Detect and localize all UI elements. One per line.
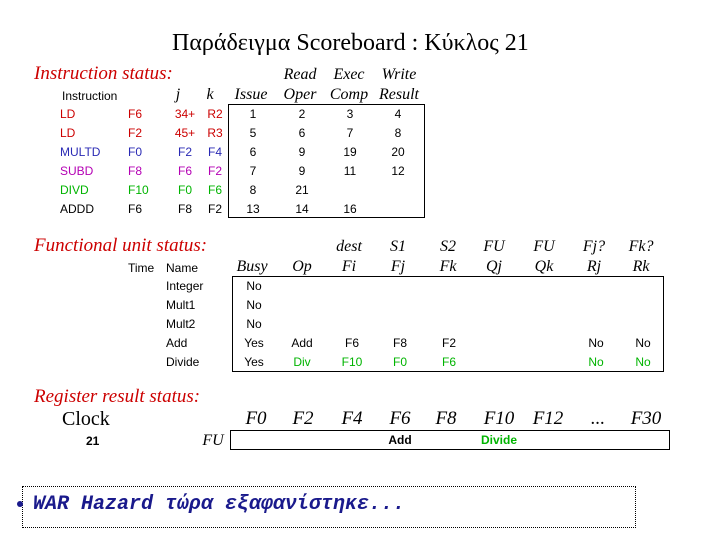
fu-fi-cell: F6 (344, 336, 359, 350)
instr-k-cell: F6 (207, 183, 222, 197)
register-header: F8 (435, 408, 457, 429)
fu-fk-cell (424, 296, 474, 315)
slide-title: Παράδειγμα Scoreboard : Κύκλος 21 (172, 30, 529, 56)
fu-rk-cell (620, 296, 666, 315)
fu-fj-cell: F0 (392, 355, 407, 369)
register-header: F2 (292, 408, 314, 429)
fu-op-cell: Add (291, 336, 313, 350)
instr-exec-cell (326, 181, 374, 200)
instr-op-cell: MULTD (60, 145, 101, 159)
fu-row (166, 334, 666, 353)
instr-read-cell: 21 (295, 183, 309, 197)
instr-read-cell: 6 (298, 126, 306, 140)
instr-k-cell: F2 (207, 164, 222, 178)
instruction-row (60, 124, 422, 143)
bullet-text: WAR Hazard τώρα εξαφανίστηκε... (33, 493, 406, 516)
instr-k-cell: F4 (207, 145, 222, 159)
instr-dst-cell: F8 (128, 164, 143, 178)
instr-j-cell: 34+ (174, 107, 196, 121)
instr-j-cell: F6 (177, 164, 192, 178)
instr-read-cell: 9 (298, 145, 306, 159)
instr-dst-cell: F10 (128, 183, 149, 197)
fu-busy-cell: No (246, 317, 262, 331)
instr-issue-cell: 6 (249, 145, 257, 159)
register-fu-value: Divide (480, 433, 517, 447)
clock-value: 21 (86, 434, 100, 448)
fu-qj-cell (474, 334, 522, 353)
fu-op-cell (276, 296, 328, 315)
rk-header: Rk (632, 258, 650, 275)
instr-issue-cell: 7 (249, 164, 257, 178)
fu-busy-cell: Yes (244, 336, 264, 350)
fu-rk-cell: No (635, 355, 651, 369)
fu-fk-cell (424, 315, 474, 334)
instr-k-cell: R2 (207, 107, 223, 121)
fu-fk-cell: F6 (441, 355, 456, 369)
issue-header: Issue (234, 86, 268, 103)
fu-row-label: FU (202, 432, 224, 449)
instr-exec-cell: 19 (343, 145, 357, 159)
fu-row (166, 277, 666, 296)
fu-qk-header-top: FU (533, 238, 555, 255)
fu-fj-cell (376, 315, 424, 334)
instr-exec-cell: 11 (343, 164, 357, 178)
clock-label: Clock (62, 408, 110, 430)
fu-fj-cell (376, 296, 424, 315)
fu-qj-cell (474, 277, 522, 296)
instr-write-cell (374, 200, 422, 219)
instruction-row (60, 105, 422, 124)
register-header: F4 (341, 408, 363, 429)
bullet-box (22, 486, 636, 528)
read-header-bot: Oper (283, 86, 317, 103)
instruction-row (60, 143, 422, 162)
instr-j-cell: F8 (177, 202, 192, 216)
instr-dst-cell: F0 (128, 145, 143, 159)
s1-header: S1 (390, 238, 406, 255)
exec-header-top: Exec (333, 66, 365, 83)
fu-fi-cell (328, 296, 376, 315)
fu-qj-header-top: FU (483, 238, 505, 255)
instr-op-cell: DIVD (60, 183, 89, 197)
fu-name-cell: Mult1 (166, 298, 196, 312)
instruction-row (60, 162, 422, 181)
instr-dst-cell: F6 (128, 202, 143, 216)
bullet-dot (17, 501, 23, 507)
op-header: Op (292, 258, 312, 275)
fu-rj-cell (572, 315, 620, 334)
instr-read-cell: 2 (298, 107, 306, 121)
fu-name-cell: Add (166, 336, 188, 350)
instr-exec-cell: 16 (343, 202, 357, 216)
instr-k-cell: R3 (207, 126, 223, 140)
fk-header: Fk (439, 258, 457, 275)
instr-write-cell (374, 181, 422, 200)
dest-header: dest (336, 238, 362, 255)
fu-name-cell: Divide (166, 355, 200, 369)
instr-read-cell: 14 (295, 202, 309, 216)
fu-qk-cell (522, 315, 572, 334)
fu-fj-cell: F8 (392, 336, 407, 350)
instr-issue-cell: 1 (249, 107, 257, 121)
j-header: j (175, 86, 181, 103)
fu-qj-cell (474, 296, 522, 315)
instr-op-cell: LD (60, 126, 76, 140)
instr-dst-cell: F2 (128, 126, 143, 140)
functional-unit-status-label: Functional unit status: (34, 235, 208, 256)
rj-header: Rj (586, 258, 602, 275)
instr-write-cell: 8 (394, 126, 402, 140)
fu-rk-cell (620, 315, 666, 334)
fu-busy-cell: Yes (244, 355, 264, 369)
fu-op-cell (276, 315, 328, 334)
instruction-row (60, 200, 422, 219)
exec-header-bot: Comp (329, 86, 369, 103)
instr-j-cell: F0 (177, 183, 192, 197)
fu-fk-cell (424, 277, 474, 296)
instr-op-cell: ADDD (60, 202, 95, 216)
qj-header: Qj (486, 258, 502, 275)
fu-qj-cell (474, 353, 522, 372)
s2-header: S2 (440, 238, 456, 255)
instr-dst-cell: F6 (128, 107, 143, 121)
write-header-top: Write (381, 66, 417, 83)
k-header: k (206, 86, 214, 103)
register-header: F12 (532, 408, 564, 429)
instruction-status-label: Instruction status: (34, 63, 173, 84)
register-header: F6 (389, 408, 411, 429)
name-header: Name (166, 261, 199, 275)
busy-header: Busy (236, 258, 268, 275)
fu-rj-cell: No (588, 355, 604, 369)
instr-op-cell: SUBD (60, 164, 94, 178)
instruction-status-table (60, 105, 422, 219)
register-header: F10 (483, 408, 515, 429)
fu-qk-cell (522, 334, 572, 353)
register-result-status-label: Register result status: (34, 386, 201, 407)
fu-rk-cell: No (635, 336, 651, 350)
fu-row (166, 296, 666, 315)
fj-header-top: Fj? (582, 238, 606, 255)
instr-write-cell: 20 (391, 145, 405, 159)
instr-j-cell: F2 (177, 145, 192, 159)
time-header: Time (128, 261, 155, 275)
fu-rk-cell (620, 277, 666, 296)
fi-header: Fi (341, 258, 357, 275)
fu-status-table (166, 277, 666, 372)
instr-read-cell: 9 (298, 164, 306, 178)
register-header: F30 (630, 408, 662, 429)
register-fu-box (230, 430, 670, 450)
fu-busy-cell: No (246, 298, 262, 312)
instr-issue-cell: 13 (246, 202, 260, 216)
fu-fk-cell: F2 (441, 336, 456, 350)
fu-row (166, 315, 666, 334)
fu-qk-cell (522, 296, 572, 315)
instr-write-cell: 4 (394, 107, 402, 121)
instr-op-cell: LD (60, 107, 76, 121)
fu-busy-cell: No (246, 279, 262, 293)
instruction-row (60, 181, 422, 200)
register-header: ... (590, 408, 606, 429)
read-header-top: Read (283, 66, 317, 83)
register-header: F0 (245, 408, 267, 429)
fu-fi-cell (328, 277, 376, 296)
instr-issue-cell: 8 (249, 183, 257, 197)
instr-k-cell: F2 (207, 202, 222, 216)
fu-qk-cell (522, 277, 572, 296)
instr-issue-cell: 5 (249, 126, 257, 140)
fu-row (166, 353, 666, 372)
instr-exec-cell: 7 (346, 126, 354, 140)
fu-qk-cell (522, 353, 572, 372)
instr-write-cell: 12 (391, 164, 405, 178)
fu-fi-cell (328, 315, 376, 334)
fu-op-cell: Div (293, 355, 311, 369)
instr-j-cell: 45+ (174, 126, 196, 140)
fu-name-cell: Mult2 (166, 317, 196, 331)
fu-qj-cell (474, 315, 522, 334)
fu-name-cell: Integer (166, 279, 204, 293)
qk-header: Qk (534, 258, 554, 275)
fu-fi-cell: F10 (341, 355, 363, 369)
fu-rj-cell (572, 277, 620, 296)
fj-header: Fj (390, 258, 406, 275)
instruction-header: Instruction (62, 89, 118, 103)
register-fu-value: Add (388, 433, 412, 447)
fk-header-top: Fk? (628, 238, 654, 255)
instr-exec-cell: 3 (346, 107, 354, 121)
fu-op-cell (276, 277, 328, 296)
fu-fj-cell (376, 277, 424, 296)
fu-rj-cell (572, 296, 620, 315)
write-header-bot: Result (379, 86, 419, 103)
fu-rj-cell: No (588, 336, 604, 350)
